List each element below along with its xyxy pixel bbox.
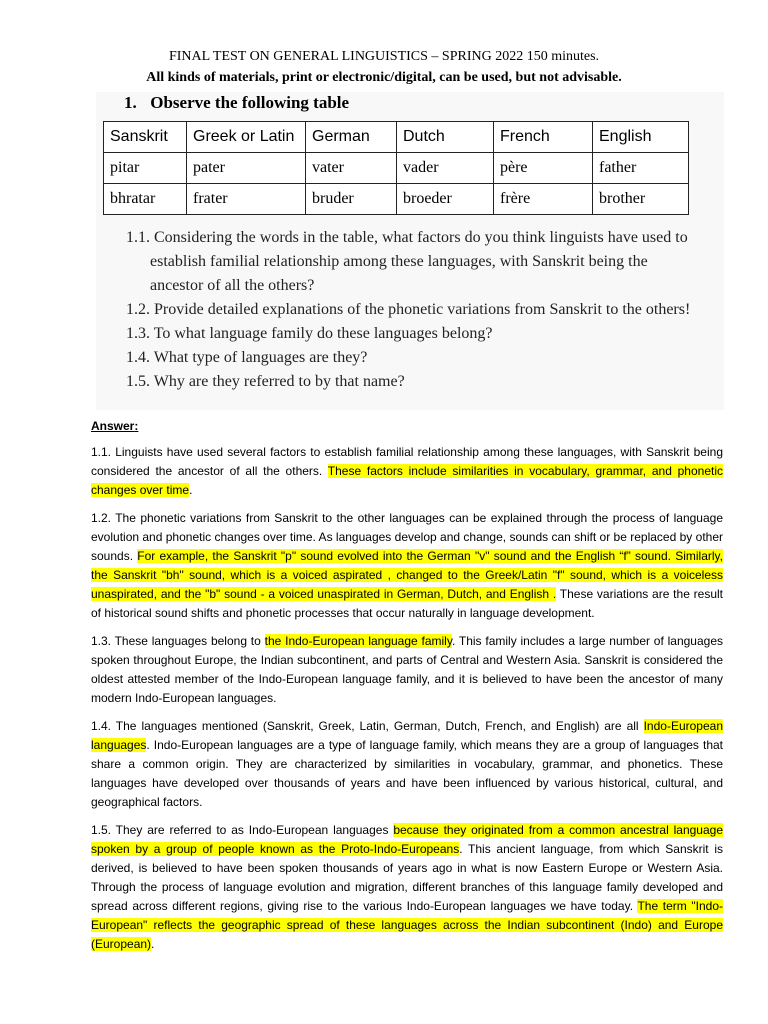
table-cell: vater — [306, 153, 397, 184]
answer-1-3 — [91, 632, 723, 708]
table-header-cell: French — [494, 122, 593, 153]
answer-heading — [91, 417, 723, 436]
table-cell: broeder — [397, 184, 494, 215]
table-header-cell: Sanskrit — [104, 122, 187, 153]
table-cell: pitar — [104, 153, 187, 184]
highlighted-text: These factors include similarities in vocabulary, grammar, and phonetic changes over time — [91, 464, 723, 497]
highlighted-text: the Indo-European language family — [264, 634, 452, 648]
highlighted-text: Indo-European languages — [91, 719, 723, 752]
answer-1-2 — [91, 509, 723, 623]
highlighted-text: because they originated from a common ancestral language spoken by a group of people known as the Proto-Indo-Europeans — [91, 823, 723, 856]
subquestion-1-1: 1.1. Considering the words in the table, what factors do you think linguists have used to establish familial relationship among these languages, with Sanskrit being the ancestor of all the others? — [126, 229, 688, 294]
subquestion-1-4: 1.4. What type of languages are they? — [126, 349, 368, 366]
answer-text: 1.5. They are referred to as Indo-European languages — [91, 823, 394, 837]
exam-header — [0, 46, 768, 88]
table-cell: frère — [494, 184, 593, 215]
answer-text: 1.3. These languages belong to — [91, 634, 265, 648]
answer-1-4 — [91, 717, 723, 812]
highlighted-text: For example, the Sanskrit "p" sound evolved into the German "v" sound and the English “f” sound. Similarly, the Sanskrit "bh" sound, which is a voiced aspirated , changed to the Greek/Latin "f" sound, which is a voiceless unaspirated, and the "b" sound - a voiced unaspirated in German, Dutch, and English . — [91, 549, 723, 601]
language-table — [103, 121, 689, 215]
exam-title: FINAL TEST ON GENERAL LINGUISTICS – SPRING 2022 150 minutes. — [168, 49, 600, 64]
table-cell: frater — [187, 184, 306, 215]
subquestion-list — [126, 226, 696, 394]
table-header-cell: English — [593, 122, 689, 153]
answer-text: . Indo-European languages are a type of language family, which means they are a group of languages that share a common origin. They are characterized by similarities in vocabulary, grammar, and phonetics. These languages have developed over thousands of years and have been influenced by various historical, cultural, and geographical factors. — [91, 738, 723, 809]
table-cell: pater — [187, 153, 306, 184]
answer-colon: : — [134, 419, 139, 433]
table-cell: vader — [397, 153, 494, 184]
table-cell: bhratar — [104, 184, 187, 215]
exam-instructions: All kinds of materials, print or electronic/digital, can be used, but not advisable. — [146, 70, 622, 85]
answer-text: 1.4. The languages mentioned (Sanskrit, Greek, Latin, German, Dutch, French, and English) are all — [91, 719, 644, 733]
answer-text: 1.1. Linguists have used several factors to establish familial relationship among these languages, with Sanskrit being considered the ancestor of all the others. — [91, 445, 723, 478]
table-row — [104, 153, 689, 184]
answer-label: Answer — [91, 419, 135, 433]
subquestion-1-5: 1.5. Why are they referred to by that name? — [126, 373, 405, 390]
highlighted-text: The term "Indo-European" reflects the geographic spread of these languages across the Indian subcontinent (Indo) and Europe (European) — [91, 899, 723, 951]
answer-text: 1.2. The phonetic variations from Sanskrit to the other languages can be explained through the process of language evolution and phonetic changes over time. As languages develop and change, sounds can shift or be replaced by other sounds. — [91, 511, 723, 563]
answer-1-5 — [91, 821, 723, 954]
subquestion-1-2: 1.2. Provide detailed explanations of the phonetic variations from Sanskrit to the others! — [126, 301, 691, 318]
table-header-cell: Dutch — [397, 122, 494, 153]
answer-text: . This family includes a large number of languages spoken throughout Europe, the Indian subcontinent, and parts of Central and Western Asia. Sanskrit is considered the oldest attested member of the Indo-European language family, and it is believed to have been the ancestor of many modern Indo-European languages. — [91, 634, 723, 705]
answer-section — [91, 417, 723, 963]
answer-text: These variations are the result of historical sound shifts and phonetic processes that occur naturally in language development. — [91, 587, 723, 620]
question-heading — [124, 93, 349, 113]
table-header-row — [104, 122, 689, 153]
table-header-cell: German — [306, 122, 397, 153]
subquestion-1-3: 1.3. To what language family do these languages belong? — [126, 325, 493, 342]
answer-text: . This ancient language, from which Sanskrit is derived, is believed to have been spoken thousands of years ago in what is now Eastern Europe or Western Asia. Through the process of language evolution and migration, different branches of this language family developed and spread across different regions, giving rise to the various Indo-European languages we have today. — [91, 842, 723, 913]
table-row — [104, 184, 689, 215]
answer-text: . — [151, 937, 155, 951]
answer-text: . — [189, 483, 193, 497]
question-number: 1. — [124, 93, 137, 112]
question-title: Observe the following table — [150, 93, 350, 112]
table-cell: father — [593, 153, 689, 184]
answer-1-1 — [91, 443, 723, 500]
table-cell: père — [494, 153, 593, 184]
table-header-cell: Greek or Latin — [187, 122, 306, 153]
table-cell: brother — [593, 184, 689, 215]
table-cell: bruder — [306, 184, 397, 215]
